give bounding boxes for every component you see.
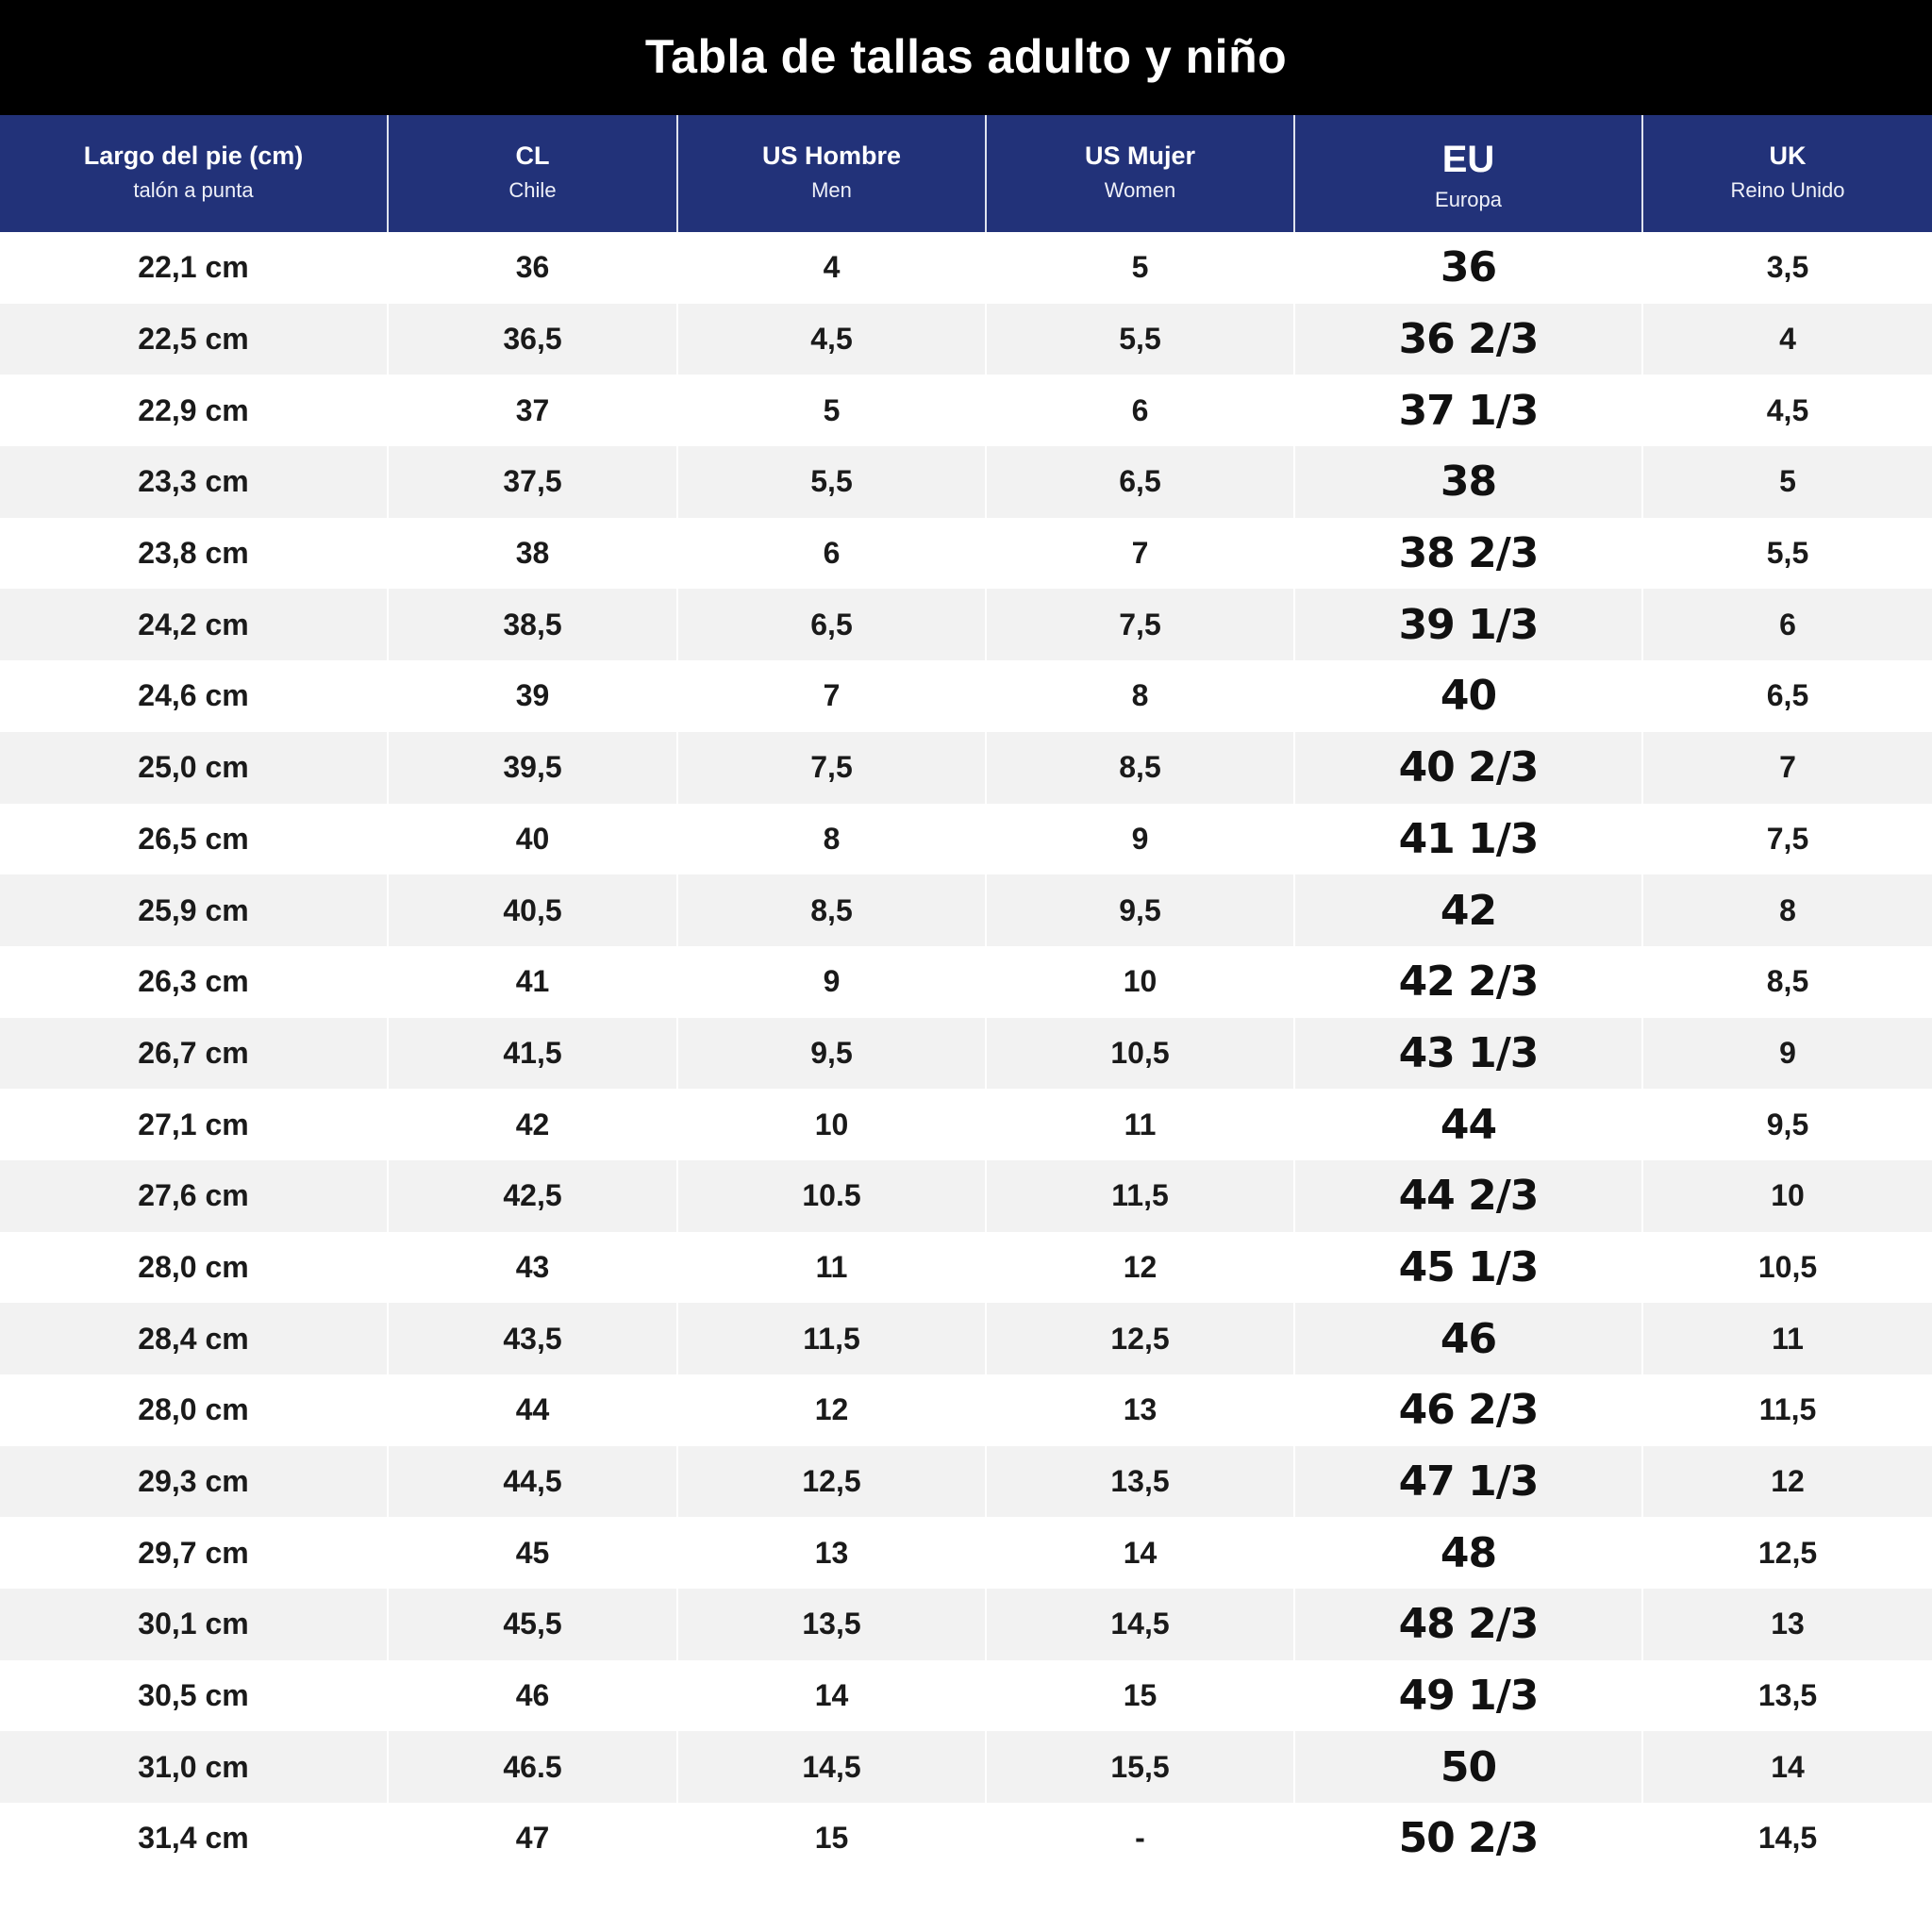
uk-cell: 8,5 <box>1766 964 1809 999</box>
foot-length-cell: 30,5 cm <box>0 1660 388 1732</box>
cl-cell: 37,5 <box>388 446 677 518</box>
header-cl-label: CL <box>515 142 550 170</box>
header-foot-length-sub: talón a punta <box>133 178 254 202</box>
table-row <box>0 375 1932 446</box>
us-men-cell: 5 <box>677 375 986 446</box>
us-men-cell: 7,5 <box>677 732 986 804</box>
eu-cell: 42 2/3 <box>1294 946 1642 1018</box>
cl-cell: 38 <box>388 518 677 590</box>
cl-cell: 42,5 <box>388 1160 677 1232</box>
us-women-cell: 15,5 <box>986 1731 1294 1803</box>
foot-length-cell: 26,3 cm <box>0 946 388 1018</box>
us-women-cell: 9 <box>986 804 1294 875</box>
us-men-cell: 11,5 <box>677 1303 986 1374</box>
us-men-cell: 12 <box>677 1374 986 1446</box>
table-row <box>0 660 1932 732</box>
cl-cell: 39 <box>388 660 677 732</box>
table-row <box>0 1089 1932 1160</box>
us-women-cell: 12,5 <box>986 1303 1294 1374</box>
foot-length-cell: 28,0 cm <box>0 1374 388 1446</box>
table-row <box>0 1303 1932 1374</box>
cl-cell: 47 <box>388 1803 677 1874</box>
header-cl <box>388 115 677 232</box>
uk-cell: 13 <box>1771 1607 1805 1641</box>
eu-cell: 48 2/3 <box>1294 1589 1642 1660</box>
us-women-cell: 6,5 <box>986 446 1294 518</box>
header-us-women-sub: Women <box>1104 178 1176 202</box>
table-row <box>0 1803 1932 1874</box>
eu-cell: 46 2/3 <box>1294 1374 1642 1446</box>
us-women-cell: 11 <box>986 1089 1294 1160</box>
eu-cell: 40 <box>1294 660 1642 732</box>
us-men-cell: 10 <box>677 1089 986 1160</box>
uk-cell: 7 <box>1779 750 1796 785</box>
header-eu-sub: Europa <box>1435 188 1502 211</box>
us-men-cell: 14 <box>677 1660 986 1732</box>
header-uk-sub: Reino Unido <box>1730 178 1845 202</box>
us-men-cell: 10.5 <box>677 1160 986 1232</box>
eu-cell: 38 2/3 <box>1294 518 1642 590</box>
header-us-men-sub: Men <box>811 178 852 202</box>
table-row <box>0 232 1932 304</box>
eu-cell: 38 <box>1294 446 1642 518</box>
cl-cell: 46 <box>388 1660 677 1732</box>
us-women-cell: 7,5 <box>986 589 1294 660</box>
eu-cell: 44 <box>1294 1089 1642 1160</box>
foot-length-cell: 24,6 cm <box>0 660 388 732</box>
eu-cell: 43 1/3 <box>1294 1018 1642 1090</box>
cl-cell: 41,5 <box>388 1018 677 1090</box>
us-men-cell: 6,5 <box>677 589 986 660</box>
eu-cell: 45 1/3 <box>1294 1232 1642 1304</box>
table-row <box>0 304 1932 375</box>
us-women-cell: 15 <box>986 1660 1294 1732</box>
foot-length-cell: 23,3 cm <box>0 446 388 518</box>
foot-length-cell: 29,3 cm <box>0 1446 388 1518</box>
cl-cell: 41 <box>388 946 677 1018</box>
cl-cell: 36 <box>388 232 677 304</box>
us-women-cell: 9,5 <box>986 874 1294 946</box>
us-women-cell: 11,5 <box>986 1160 1294 1232</box>
cl-cell: 44 <box>388 1374 677 1446</box>
us-women-cell: 13,5 <box>986 1446 1294 1518</box>
table-row <box>0 804 1932 875</box>
table-row <box>0 1160 1932 1232</box>
cl-cell: 37 <box>388 375 677 446</box>
us-women-cell: 6 <box>986 375 1294 446</box>
uk-cell: 7,5 <box>1766 821 1809 856</box>
uk-cell: 8 <box>1779 892 1796 927</box>
table-row <box>0 1446 1932 1518</box>
table-row <box>0 1517 1932 1589</box>
table-header <box>0 115 1932 232</box>
us-men-cell: 9,5 <box>677 1018 986 1090</box>
header-us-men <box>677 115 986 232</box>
uk-cell: 6 <box>1779 607 1796 641</box>
table-row <box>0 1589 1932 1660</box>
us-women-cell: 14 <box>986 1517 1294 1589</box>
uk-cell: 5,5 <box>1766 536 1809 571</box>
us-men-cell: 7 <box>677 660 986 732</box>
us-women-cell: 10 <box>986 946 1294 1018</box>
table-body <box>0 232 1932 1874</box>
table-row <box>0 518 1932 590</box>
us-women-cell: 5,5 <box>986 304 1294 375</box>
uk-cell: 14 <box>1771 1749 1805 1784</box>
foot-length-cell: 26,7 cm <box>0 1018 388 1090</box>
us-women-cell: 14,5 <box>986 1589 1294 1660</box>
us-men-cell: 4 <box>677 232 986 304</box>
uk-cell: 9 <box>1779 1035 1796 1070</box>
eu-cell: 50 2/3 <box>1294 1803 1642 1874</box>
foot-length-cell: 28,0 cm <box>0 1232 388 1304</box>
uk-cell: 10,5 <box>1757 1249 1818 1284</box>
foot-length-cell: 31,4 cm <box>0 1803 388 1874</box>
table-row <box>0 1018 1932 1090</box>
title-bar <box>0 0 1932 115</box>
us-men-cell: 8,5 <box>677 874 986 946</box>
uk-cell: 5 <box>1779 464 1796 499</box>
eu-cell: 36 2/3 <box>1294 304 1642 375</box>
foot-length-cell: 25,9 cm <box>0 874 388 946</box>
us-men-cell: 4,5 <box>677 304 986 375</box>
eu-cell: 48 <box>1294 1517 1642 1589</box>
us-men-cell: 13,5 <box>677 1589 986 1660</box>
us-men-cell: 6 <box>677 518 986 590</box>
us-men-cell: 5,5 <box>677 446 986 518</box>
us-women-cell: - <box>986 1803 1294 1874</box>
table-row <box>0 589 1932 660</box>
foot-length-cell: 28,4 cm <box>0 1303 388 1374</box>
foot-length-cell: 23,8 cm <box>0 518 388 590</box>
foot-length-cell: 25,0 cm <box>0 732 388 804</box>
us-men-cell: 8 <box>677 804 986 875</box>
foot-length-cell: 22,9 cm <box>0 375 388 446</box>
header-uk <box>1642 115 1932 232</box>
table-row <box>0 732 1932 804</box>
us-men-cell: 13 <box>677 1517 986 1589</box>
eu-cell: 44 2/3 <box>1294 1160 1642 1232</box>
header-uk-label: UK <box>1769 142 1807 170</box>
header-eu-label: EU <box>1441 139 1495 180</box>
table-row <box>0 1731 1932 1803</box>
us-men-cell: 15 <box>677 1803 986 1874</box>
cl-cell: 44,5 <box>388 1446 677 1518</box>
table-row <box>0 1660 1932 1732</box>
uk-cell: 4,5 <box>1766 392 1809 427</box>
us-men-cell: 14,5 <box>677 1731 986 1803</box>
us-men-cell: 11 <box>677 1232 986 1304</box>
header-eu <box>1294 115 1642 232</box>
eu-cell: 42 <box>1294 874 1642 946</box>
page-title: Tabla de tallas adulto y niño <box>644 30 1288 83</box>
header-us-women <box>986 115 1294 232</box>
eu-cell: 46 <box>1294 1303 1642 1374</box>
eu-cell: 47 1/3 <box>1294 1446 1642 1518</box>
uk-cell: 4 <box>1779 322 1796 357</box>
header-foot-length-label: Largo del pie (cm) <box>83 142 304 170</box>
us-women-cell: 12 <box>986 1232 1294 1304</box>
us-men-cell: 12,5 <box>677 1446 986 1518</box>
header-cl-sub: Chile <box>508 178 557 202</box>
eu-cell: 39 1/3 <box>1294 589 1642 660</box>
foot-length-cell: 27,6 cm <box>0 1160 388 1232</box>
us-women-cell: 8 <box>986 660 1294 732</box>
table-row <box>0 946 1932 1018</box>
uk-cell: 12,5 <box>1757 1535 1818 1570</box>
foot-length-cell: 24,2 cm <box>0 589 388 660</box>
cl-cell: 40,5 <box>388 874 677 946</box>
cl-cell: 40 <box>388 804 677 875</box>
us-women-cell: 5 <box>986 232 1294 304</box>
header-us-men-label: US Hombre <box>761 142 902 170</box>
header-us-women-label: US Mujer <box>1084 142 1196 170</box>
uk-cell: 6,5 <box>1766 678 1809 713</box>
us-women-cell: 13 <box>986 1374 1294 1446</box>
uk-cell: 3,5 <box>1766 250 1809 285</box>
cl-cell: 38,5 <box>388 589 677 660</box>
table-row <box>0 874 1932 946</box>
table-row <box>0 1374 1932 1446</box>
eu-cell: 50 <box>1294 1731 1642 1803</box>
foot-length-cell: 31,0 cm <box>0 1731 388 1803</box>
table-row <box>0 1232 1932 1304</box>
header-foot-length <box>0 115 388 232</box>
cl-cell: 43 <box>388 1232 677 1304</box>
foot-length-cell: 22,1 cm <box>0 232 388 304</box>
uk-cell: 13,5 <box>1757 1678 1818 1713</box>
foot-length-cell: 26,5 cm <box>0 804 388 875</box>
cl-cell: 42 <box>388 1089 677 1160</box>
size-table <box>0 115 1932 1874</box>
uk-cell: 11,5 <box>1758 1392 1817 1427</box>
uk-cell: 14,5 <box>1757 1821 1818 1856</box>
cl-cell: 46.5 <box>388 1731 677 1803</box>
eu-cell: 40 2/3 <box>1294 732 1642 804</box>
us-women-cell: 8,5 <box>986 732 1294 804</box>
eu-cell: 41 1/3 <box>1294 804 1642 875</box>
cl-cell: 36,5 <box>388 304 677 375</box>
header-row <box>0 115 1932 232</box>
us-men-cell: 9 <box>677 946 986 1018</box>
cl-cell: 45,5 <box>388 1589 677 1660</box>
uk-cell: 10 <box>1771 1178 1805 1213</box>
us-women-cell: 7 <box>986 518 1294 590</box>
foot-length-cell: 30,1 cm <box>0 1589 388 1660</box>
foot-length-cell: 29,7 cm <box>0 1517 388 1589</box>
eu-cell: 37 1/3 <box>1294 375 1642 446</box>
foot-length-cell: 22,5 cm <box>0 304 388 375</box>
table-row <box>0 446 1932 518</box>
foot-length-cell: 27,1 cm <box>0 1089 388 1160</box>
uk-cell: 9,5 <box>1766 1107 1809 1141</box>
cl-cell: 43,5 <box>388 1303 677 1374</box>
cl-cell: 39,5 <box>388 732 677 804</box>
uk-cell: 11 <box>1772 1321 1804 1356</box>
us-women-cell: 10,5 <box>986 1018 1294 1090</box>
eu-cell: 36 <box>1294 232 1642 304</box>
cl-cell: 45 <box>388 1517 677 1589</box>
uk-cell: 12 <box>1771 1464 1805 1499</box>
eu-cell: 49 1/3 <box>1294 1660 1642 1732</box>
